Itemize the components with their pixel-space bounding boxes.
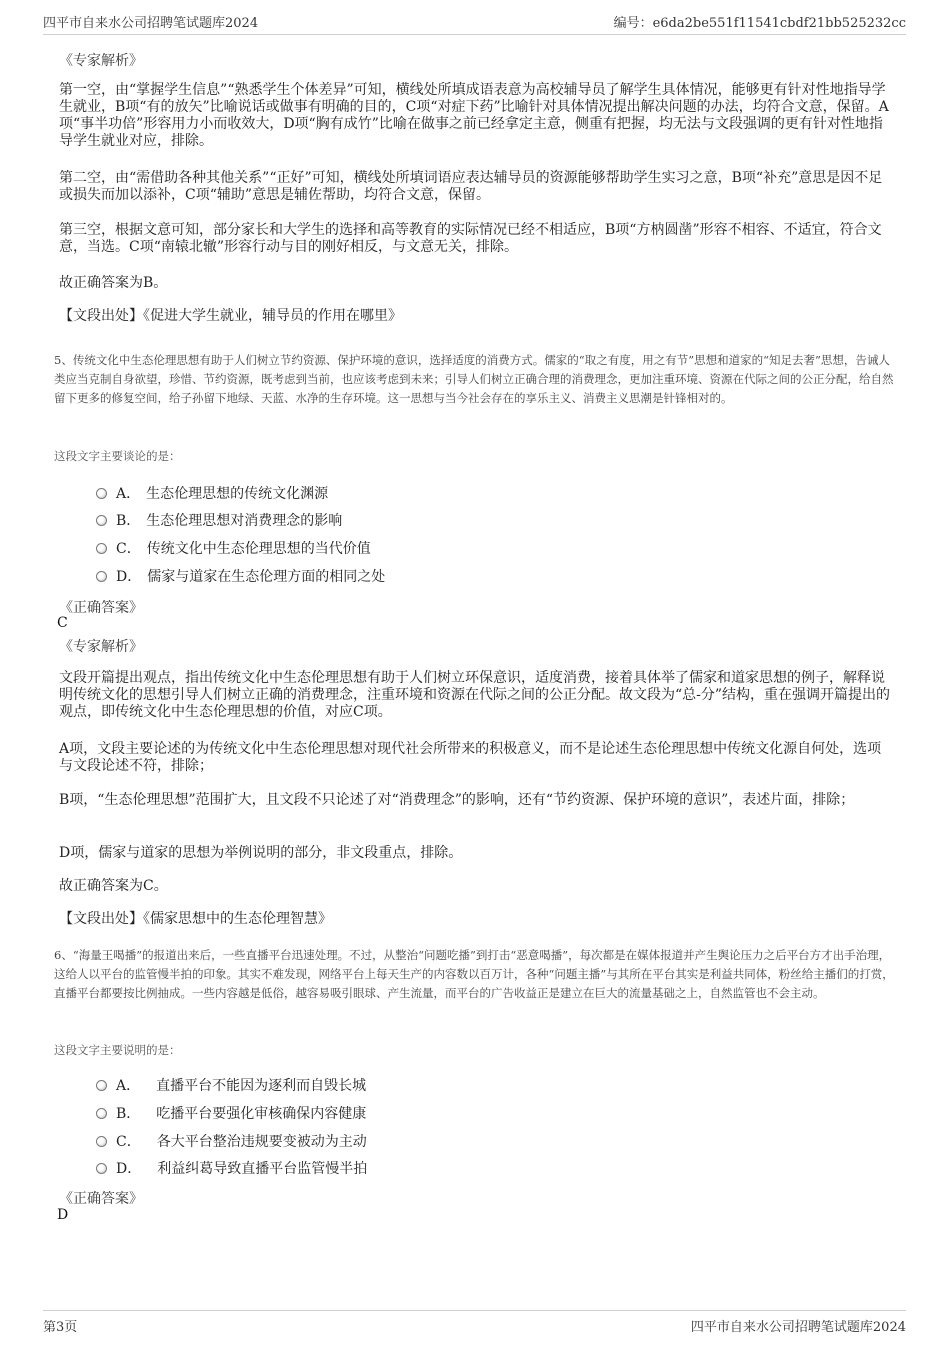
radio-icon[interactable]: [96, 571, 107, 582]
radio-icon[interactable]: [96, 515, 107, 526]
radio-icon[interactable]: [96, 488, 107, 499]
q6-option-c[interactable]: C． 各大平台整治违规要变被动为主动: [96, 1132, 367, 1150]
q5-option-b[interactable]: B． 生态伦理思想对消费理念的影响: [96, 511, 342, 529]
q5-answer: C: [57, 615, 68, 631]
q4-analysis-paragraph: 第二空，由“需借助各种其他关系”“正好”可知，横线处所填词语应表达辅导员的资源能够帮助学生实习之意，B项“补充”意思是因不足或损失而加以添补，C项“辅助”意思是辅佐帮助，均符合文意，保留。: [59, 170, 883, 203]
page-header: [43, 12, 906, 35]
header-title: 四平市自来水公司招聘笔试题库2024: [43, 16, 259, 31]
radio-icon[interactable]: [96, 1136, 107, 1147]
q4-analysis-paragraph: 第三空，根据文意可知，部分家长和大学生的选择和高等教育的实际情况已经不相适应，B项“方枘圆凿”形容不相容、不适宜，符合文意，当选。C项“南辕北辙”形容行动与目的刚好相反，与文意无关，排除。: [59, 222, 882, 255]
q5-prompt: 这段文字主要谈论的是：: [54, 449, 181, 463]
q6-option-d[interactable]: D． 利益纠葛导致直播平台监管慢半拍: [96, 1159, 367, 1177]
q5-stem: 5、传统文化中生态伦理思想有助于人们树立节约资源、保护环境的意识，选择适度的消费方式。儒家的“取之有度，用之有节”思想和道家的“知足去奢”思想，告诫人类应当克制自身欲望，珍惜、节约资源，既考虑到当前，也应该考虑到未来；引导人们树立正确合理的消费理念，更加注重环境、资源在代际之间的公正分配，给自然留下更多的修复空间，给子孙留下地绿、天蓝、水净的生存环境。这一思想与当今社会存在的享乐主义、消费主义思潮是针锋相对的。: [54, 353, 894, 405]
q5-source: 【文段出处】《儒家思想中的生态伦理智慧》: [59, 911, 332, 927]
radio-icon[interactable]: [96, 1108, 107, 1119]
page-footer: [43, 1310, 906, 1335]
header-serial: 编号：e6da2be551f11541cbdf21bb525232cc: [613, 16, 906, 31]
radio-icon[interactable]: [96, 543, 107, 554]
q4-conclusion: 故正确答案为B。: [59, 275, 168, 291]
q6-option-a[interactable]: A． 直播平台不能因为逐利而自毁长城: [96, 1076, 366, 1094]
footer-title: 四平市自来水公司招聘笔试题库2024: [690, 1320, 906, 1335]
q5-option-a[interactable]: A． 生态伦理思想的传统文化渊源: [96, 484, 328, 502]
q5-analysis-paragraph: A项，文段主要论述的为传统文化中生态伦理思想对现代社会所带来的积极意义，而不是论述生态伦理思想中传统文化源自何处，选项与文段论述不符，排除；: [59, 741, 882, 774]
q5-analysis-paragraph: D项，儒家与道家的思想为举例说明的部分，非文段重点，排除。: [59, 845, 463, 861]
q6-option-b[interactable]: B． 吃播平台要强化审核确保内容健康: [96, 1104, 366, 1122]
q5-option-c[interactable]: C． 传统文化中生态伦理思想的当代价值: [96, 539, 371, 557]
q4-analysis-label: 《专家解析》: [59, 53, 143, 69]
q6-prompt: 这段文字主要说明的是：: [54, 1043, 181, 1057]
q6-stem: 6、“海量王喝播”的报道出来后，一些直播平台迅速处理。不过，从整治“问题吃播”到打击“恶意喝播”，每次都是在媒体报道并产生舆论压力之后平台方才出手治理，这给人以平台的监管慢半拍的印象。其实不难发现，网络平台上每天生产的内容数以百万计，各种“问题主播”与其所在平台其实是利益共同体，粉丝给主播们的打赏，直播平台都要按比例抽成。一些内容越是低俗，越容易吸引眼球、产生流量，而平台的广告收益正是建立在巨大的流量基础之上，自然监管也不会主动。: [54, 948, 894, 1000]
page-number: 第3页: [43, 1320, 78, 1335]
q6-answer: D: [57, 1207, 69, 1223]
q5-analysis-paragraph: B项，“生态伦理思想”范围扩大，且文段不只论述了对“消费理念”的影响，还有“节约资源、保护环境的意识”，表述片面，排除；: [59, 792, 855, 808]
q5-analysis-label: 《专家解析》: [59, 639, 143, 655]
radio-icon[interactable]: [96, 1163, 107, 1174]
q5-conclusion: 故正确答案为C。: [59, 878, 168, 894]
q5-analysis-paragraph: 文段开篇提出观点，指出传统文化中生态伦理思想有助于人们树立环保意识，适度消费，接着具体举了儒家和道家思想的例子，解释说明传统文化的思想引导人们树立正确的消费理念，注重环境和资源在代际之间的公正分配。故文段为“总-分”结构，重在强调开篇提出的观点，即传统文化中生态伦理思想的价值，对应C项。: [59, 670, 891, 720]
q4-source: 【文段出处】《促进大学生就业，辅导员的作用在哪里》: [59, 308, 402, 324]
q4-analysis-paragraph: 第一空，由“掌握学生信息”“熟悉学生个体差异”可知，横线处所填成语表意为高校辅导员了解学生具体情况，能够更有针对性地指导学生就业，B项“有的放矢”比喻说话或做事有明确的目的，C项“对症下药”比喻针对具体情况提出解决问题的办法，均符合文意，保留。A项“事半功倍”形容用力小而收效大，D项“胸有成竹”比喻在做事之前已经拿定主意，侧重有把握，均无法与文段强调的更有针对性地指导学生就业对应，排除。: [59, 82, 889, 149]
q5-answer-label: 《正确答案》: [59, 600, 143, 616]
q5-option-d[interactable]: D． 儒家与道家在生态伦理方面的相同之处: [96, 567, 385, 585]
radio-icon[interactable]: [96, 1080, 107, 1091]
q6-answer-label: 《正确答案》: [59, 1191, 143, 1207]
